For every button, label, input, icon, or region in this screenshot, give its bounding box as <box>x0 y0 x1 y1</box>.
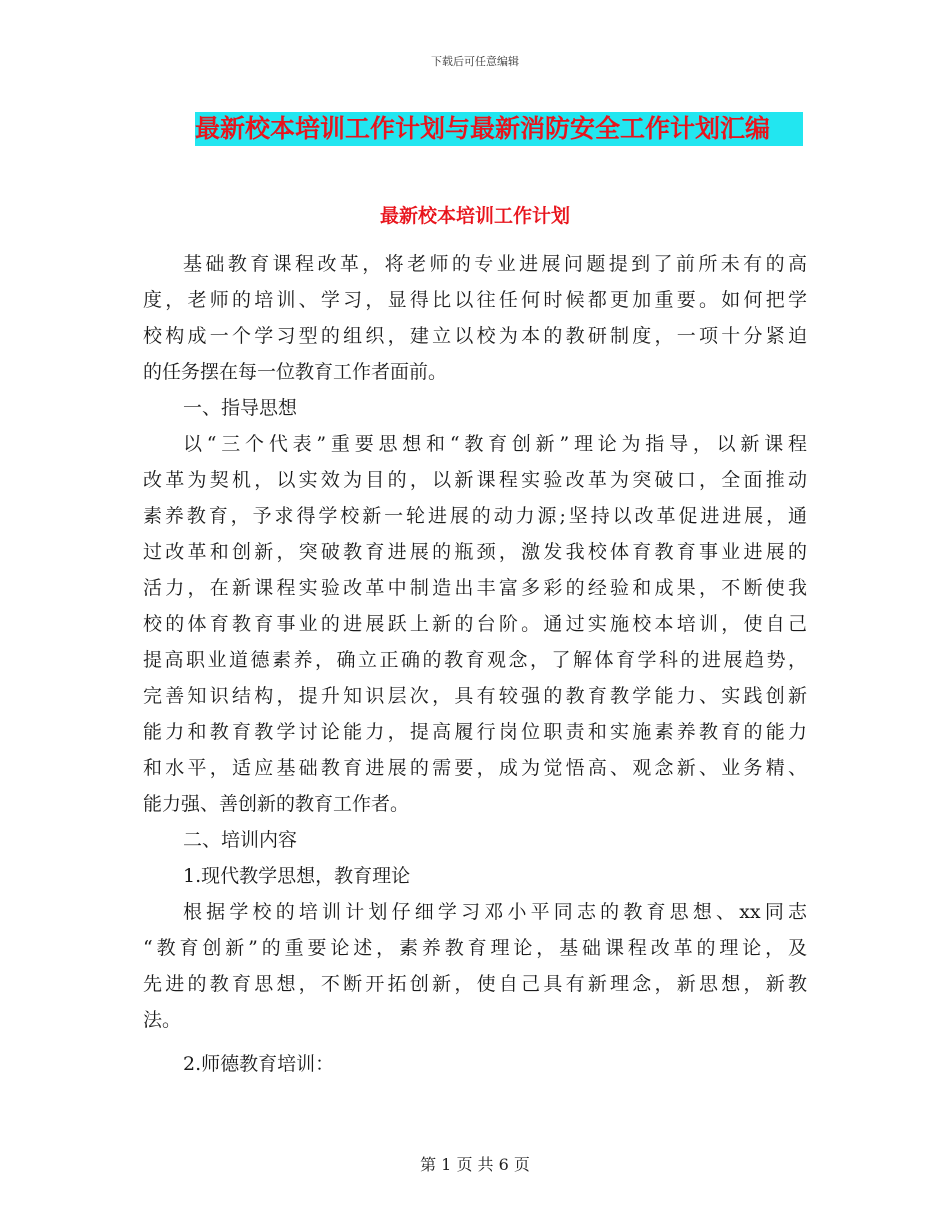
text-line: 基础教育课程改革，将老师的专业进展问题提到了前所未有的高 <box>183 253 807 275</box>
text-line: 法。 <box>143 1009 182 1031</box>
text-line: 素养教育，予求得学校新一轮进展的动力源;坚持以改革促进进展，通 <box>143 505 807 527</box>
header-note: 下载后可任意编辑 <box>431 55 519 68</box>
text-line: 校构成一个学习型的组织，建立以校为本的教研制度，一项十分紧迫 <box>143 325 807 347</box>
section-title: 最新校本培训工作计划 <box>379 205 570 227</box>
text-line: “教育创新”的重要论述，素养教育理论，基础课程改革的理论，及 <box>143 937 807 959</box>
text-line: 2.师德教育培训： <box>183 1053 335 1075</box>
text-line: 改革为契机，以实效为目的，以新课程实验改革为突破口，全面推动 <box>143 469 807 491</box>
text-line: 校的体育教育事业的进展跃上新的台阶。通过实施校本培训，使自己 <box>143 613 807 635</box>
text-line: 1.现代教学思想，教育理论 <box>183 865 411 887</box>
text-line: 过改革和创新，突破教育进展的瓶颈，激发我校体育教育事业进展的 <box>143 541 807 563</box>
text-line: 能力强、善创新的教育工作者。 <box>143 793 410 815</box>
text-line: 的任务摆在每一位教育工作者面前。 <box>143 361 448 383</box>
text-line: 根据学校的培训计划仔细学习邓小平同志的教育思想、xx同志 <box>183 901 807 923</box>
text-line: 先进的教育思想，不断开拓创新，使自己具有新理念，新思想，新教 <box>143 973 807 995</box>
text-line: 一、指导思想 <box>183 397 298 419</box>
text-line: 以“三个代表”重要思想和“教育创新”理论为指导，以新课程 <box>183 433 807 455</box>
text-line: 完善知识结构，提升知识层次，具有较强的教育教学能力、实践创新 <box>143 685 807 707</box>
main-title: 最新校本培训工作计划与最新消防安全工作计划汇编 <box>195 112 803 146</box>
text-line: 能力和教育教学讨论能力，提高履行岗位职责和实施素养教育的能力 <box>143 721 807 743</box>
body-text <box>143 246 807 1082</box>
page-number-footer: 第 1 页 共 6 页 <box>420 1155 530 1174</box>
text-line: 二、培训内容 <box>183 829 298 851</box>
text-line: 活力，在新课程实验改革中制造出丰富多彩的经验和成果，不断使我 <box>143 577 807 599</box>
text-line: 提高职业道德素养，确立正确的教育观念，了解体育学科的进展趋势， <box>143 649 807 671</box>
text-line: 度，老师的培训、学习，显得比以往任何时候都更加重要。如何把学 <box>143 289 807 311</box>
text-line: 和水平，适应基础教育进展的需要，成为觉悟高、观念新、业务精、 <box>143 757 807 779</box>
